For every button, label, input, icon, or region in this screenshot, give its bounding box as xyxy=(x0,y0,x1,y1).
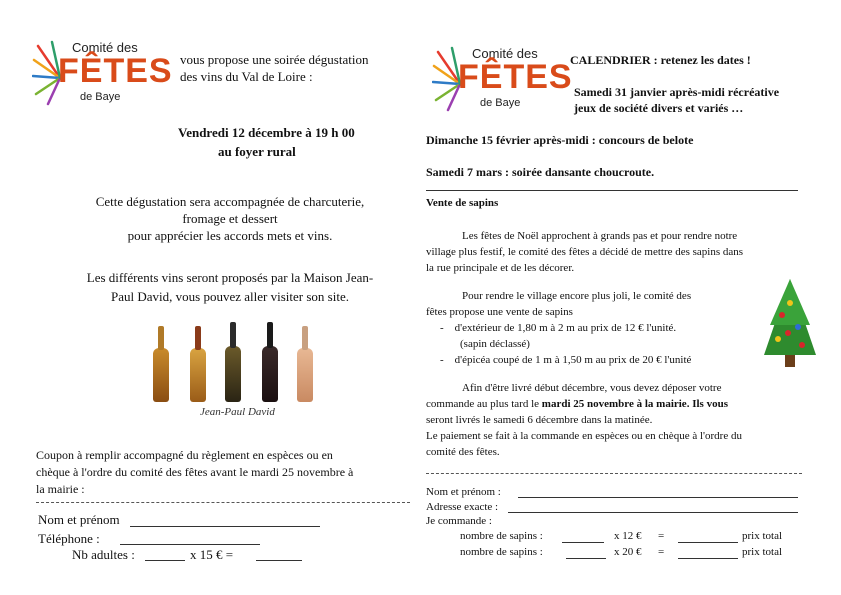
row2-label: nombre de sapins : xyxy=(460,546,543,558)
para1-line3: pour apprécier les accords mets et vins. xyxy=(127,228,333,243)
wine-bottles-image xyxy=(150,320,320,402)
logo-line1: Comité des xyxy=(72,40,138,55)
item1-text: d'extérieur de 1,80 m à 2 m au prix de 12 € l'unité. xyxy=(454,322,677,334)
signature: Jean-Paul David xyxy=(200,406,275,418)
christmas-tree-icon xyxy=(758,275,822,371)
section-title: Vente de sapins xyxy=(426,197,499,209)
wines-paragraph xyxy=(40,268,420,306)
p3-bold: mardi 25 novembre à la mairie xyxy=(541,398,687,410)
event1-line2: jeux de société divers et variés … xyxy=(574,101,744,115)
para1-line2: fromage et dessert xyxy=(182,211,278,226)
logo-left xyxy=(32,38,173,108)
p3-line2 xyxy=(426,396,806,412)
phone-label: Téléphone : xyxy=(38,531,100,546)
logo-line3: de Baye xyxy=(480,97,521,109)
coupon-line1: Coupon à remplir accompagné du règlement en espèces ou en xyxy=(36,448,333,462)
p3-line1: Afin d'être livré début décembre, vous devez déposer votre xyxy=(462,382,722,394)
event-place: au foyer rural xyxy=(218,144,296,159)
adults-count-field[interactable] xyxy=(145,560,185,561)
sapins-paragraph1 xyxy=(426,228,806,276)
divider xyxy=(426,190,798,191)
bottle-2 xyxy=(190,348,206,402)
calendar-title: CALENDRIER : retenez les dates ! xyxy=(570,53,751,67)
tasting-paragraph xyxy=(40,193,420,244)
row1-eq: = xyxy=(658,530,665,542)
adults-label: Nb adultes : xyxy=(72,547,135,562)
logo-right xyxy=(432,44,573,114)
item1-line2: (sapin déclassé) xyxy=(460,338,530,350)
phone-field[interactable] xyxy=(120,544,260,545)
p1-line3: la rue principale et de les décorer. xyxy=(426,262,575,274)
order-label: Je commande : xyxy=(426,515,492,527)
row1-total-field[interactable] xyxy=(678,542,738,543)
row2-total-field[interactable] xyxy=(678,558,738,559)
p3-line3: seront livrés le samedi 6 décembre dans la matinée. xyxy=(426,414,653,426)
item2-line: - d'épicéa coupé de 1 m à 1,50 m au prix de 20 € l'unité xyxy=(440,354,692,366)
logo-line1: Comité des xyxy=(472,46,538,61)
adults-total-field[interactable] xyxy=(256,560,302,561)
para2-line2: Paul David, vous pouvez aller visiter son site. xyxy=(111,289,349,304)
name-field[interactable] xyxy=(130,526,320,527)
logo-line2: FÊTES xyxy=(458,58,573,96)
item2-text: d'épicéa coupé de 1 m à 1,50 m au prix de 20 € l'unité xyxy=(454,354,692,366)
row1-qty-field[interactable] xyxy=(562,542,604,543)
bottle-4 xyxy=(262,346,278,402)
delivery-paragraph xyxy=(426,380,806,460)
logo-line2: FÊTES xyxy=(58,52,173,90)
event1-line1: Samedi 31 janvier après-midi récréative xyxy=(574,85,780,99)
row2-eq: = xyxy=(658,546,665,558)
para1-line1: Cette dégustation sera accompagnée de charcuterie, xyxy=(95,194,365,209)
p1-line2: village plus festif, le comité des fêtes a décidé de mettre des sapins dans xyxy=(426,246,744,258)
order-address-label: Adresse exacte : xyxy=(426,501,499,513)
row1-total-label: prix total xyxy=(742,530,783,542)
p1-line1: Les fêtes de Noël approchent à grands pas et pour rendre notre xyxy=(462,230,738,242)
p3-post: . Ils vous xyxy=(686,398,728,410)
para2-line1: Les différents vins seront proposés par la Maison Jean- xyxy=(86,270,374,285)
name-label: Nom et prénom xyxy=(38,512,120,527)
bottle-5 xyxy=(297,348,313,402)
item1-line1: - d'extérieur de 1,80 m à 2 m au prix de 12 € l'unité. xyxy=(440,322,677,334)
row1-mult: x 12 € xyxy=(614,530,642,542)
row2-mult: x 20 € xyxy=(614,546,642,558)
p4-line1: Le paiement se fait à la commande en espèces ou en chèque à l'ordre du xyxy=(426,430,742,442)
adults-multiplier: x 15 € = xyxy=(190,547,234,562)
order-name-field[interactable] xyxy=(518,497,798,498)
bottle-3 xyxy=(225,346,241,402)
event-date: Vendredi 12 décembre à 19 h 00 xyxy=(178,125,355,140)
logo-line3: de Baye xyxy=(80,91,121,103)
coupon-cut-line xyxy=(36,502,410,503)
p2-line1: Pour rendre le village encore plus joli, le comité des xyxy=(462,290,692,302)
intro-line1: vous propose une soirée dégustation xyxy=(180,52,369,67)
p4-line2: comité des fêtes. xyxy=(426,446,500,458)
event3: Samedi 7 mars : soirée dansante choucroute. xyxy=(426,165,655,179)
sapins-paragraph2 xyxy=(426,288,746,368)
p2-line2: fêtes propose une vente de sapins xyxy=(426,306,573,318)
row1-label: nombre de sapins : xyxy=(460,530,543,542)
event2: Dimanche 15 février après-midi : concours de belote xyxy=(426,133,694,147)
p3-pre: commande au plus tard le xyxy=(426,398,542,410)
coupon-line2: chèque à l'ordre du comité des fêtes avant le mardi 25 novembre à xyxy=(36,465,354,479)
bottle-1 xyxy=(153,348,169,402)
order-name-label: Nom et prénom : xyxy=(426,486,501,498)
coupon-text xyxy=(36,447,416,498)
order-cut-line xyxy=(426,473,802,474)
order-address-field[interactable] xyxy=(508,512,798,513)
row2-qty-field[interactable] xyxy=(566,558,606,559)
coupon-line3: la mairie : xyxy=(36,482,85,496)
row2-total-label: prix total xyxy=(742,546,783,558)
intro-line2: des vins du Val de Loire : xyxy=(180,69,313,84)
